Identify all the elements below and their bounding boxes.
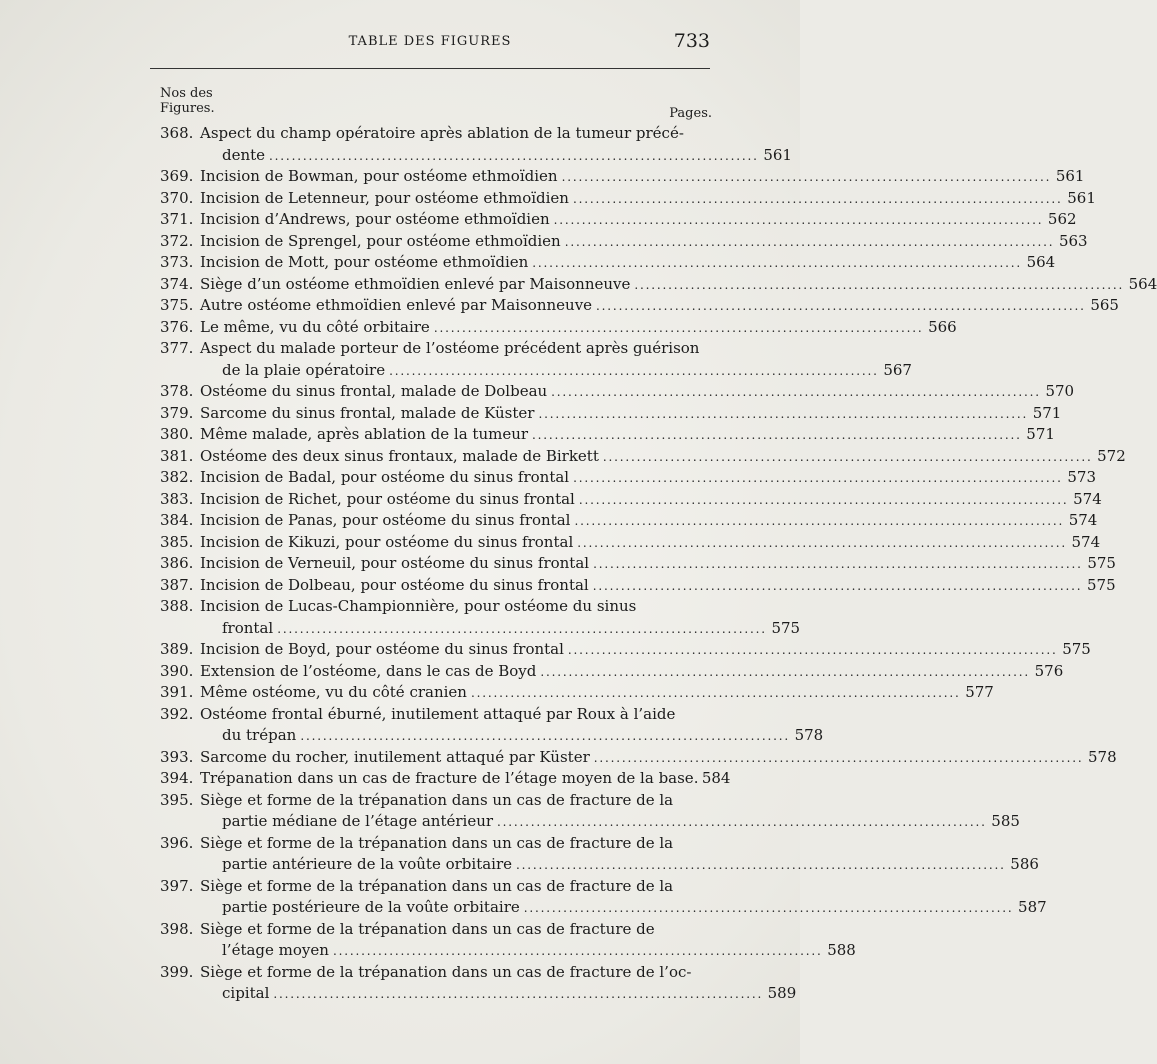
page-reference: 574 [1071,532,1101,551]
page-reference: 572 [1097,446,1126,465]
figure-number: 370. [160,188,194,207]
page-reference: 574 [1068,511,1098,529]
figure-caption-line: Siège et forme de la trépanation dans un cas de fracture de [200,919,655,938]
dot-leader [593,575,1080,598]
page-reference: 578 [1088,747,1117,766]
figure-number: 393. [160,747,194,766]
figure-entry [160,467,1096,489]
page-reference: 564 [1026,253,1056,271]
page-reference: 586 [1010,855,1039,873]
dot-leader [568,639,1055,662]
dot-leader [434,317,921,340]
figure-entry [160,489,1102,511]
figure-entry [160,252,1056,274]
figure-caption: Incision de Letenneur, pour ostéome ethmoïdien [200,188,569,207]
figure-entry [160,510,1098,532]
figure-number: 397. [160,876,194,895]
dot-leader [574,510,1061,533]
dot-leader [562,166,1049,189]
figure-number: 379. [160,403,194,422]
page-reference: 565 [1090,296,1119,314]
page-number: 733 [673,30,710,52]
figure-entry [160,166,1085,188]
figure-caption-continuation: du trépan [222,726,297,744]
figure-entry [160,338,912,381]
figure-caption: Ostéome du sinus frontal, malade de Dolbeau [200,382,548,400]
figure-number: 380. [160,425,194,443]
figure-entry [160,704,824,747]
dot-leader [497,811,984,834]
figure-caption: Autre ostéome ethmoïdien enlevé par Maisonneuve [200,296,593,314]
column-head-line1: Nos des [160,86,213,101]
dot-leader [516,854,1003,877]
dot-leader [579,489,1066,512]
figure-number: 383. [160,489,194,508]
figure-caption: Incision de Bowman, pour ostéome ethmoïdien [200,167,558,185]
page-reference: 575 [1087,554,1116,572]
figure-caption: Le même, vu du côté orbitaire [200,317,430,336]
figure-caption: Incision de Verneuil, pour ostéome du sinus frontal [200,554,590,572]
figure-caption: Siège d’un ostéome ethmoïdien enlevé par Maisonneuve [200,274,631,293]
dot-leader [603,446,1090,469]
header-rule [150,68,710,69]
figure-entry [160,231,1088,253]
figure-number: 381. [160,446,194,465]
page-reference: 577 [965,683,994,701]
page-reference: 589 [767,984,797,1002]
dot-leader [389,360,876,383]
figure-list [160,123,1157,1005]
dot-leader [333,940,820,963]
figure-number: 372. [160,231,194,250]
page-reference: 574 [1073,489,1102,508]
page-reference: 571 [1026,425,1055,443]
figure-number: 377. [160,339,194,357]
figure-number: 378. [160,382,194,400]
figure-caption: Incision d’Andrews, pour ostéome ethmoïdien [200,210,550,228]
page-reference: 571 [1032,403,1062,422]
figure-number: 375. [160,296,194,314]
column-head-pages: Pages. [669,106,712,121]
figure-number: 373. [160,253,194,271]
figure-entry [160,747,1117,769]
figure-caption-line: Siège et forme de la trépanation dans un cas de fracture de l’oc- [200,962,692,981]
figure-caption: Ostéome des deux sinus frontaux, malade de Birkett [200,446,599,465]
figure-number: 369. [160,167,194,185]
figure-number: 391. [160,683,194,701]
dot-leader [524,897,1011,920]
figure-number: 371. [160,210,194,228]
figure-number: 394. [160,769,194,787]
figure-entry [160,403,1062,425]
figure-caption-continuation: cipital [222,984,270,1002]
figure-caption-line: Incision de Lucas-Championnière, pour ostéome du sinus [200,597,637,615]
figure-caption: Incision de Mott, pour ostéome ethmoïdien [200,253,529,271]
page-reference: 567 [883,360,912,379]
figure-entry [160,682,994,704]
figure-number: 386. [160,554,194,572]
page-reference: 561 [1067,188,1096,207]
dot-leader [532,252,1019,275]
figure-number: 398. [160,919,194,938]
figure-caption-line: Siège et forme de la trépanation dans un cas de fracture de la [200,790,674,809]
figure-caption: Incision de Boyd, pour ostéome du sinus frontal [200,640,564,658]
figure-entry [160,123,792,166]
page-reference: 561 [763,145,792,164]
dot-leader [269,145,756,168]
dot-leader [551,381,1038,404]
dot-leader [554,209,1041,232]
dot-leader [471,682,958,705]
figure-entry [160,768,731,790]
dot-leader [540,661,1027,684]
dot-leader [273,983,760,1006]
figure-number: 399. [160,962,194,981]
figure-caption: Incision de Dolbeau, pour ostéome du sinus frontal [200,575,589,594]
figure-entry [160,790,1020,833]
figure-caption-continuation: partie médiane de l’étage antérieur [222,812,494,830]
figure-entry [160,381,1075,403]
figure-caption: Incision de Richet, pour ostéome du sinus frontal [200,489,575,508]
dot-leader [577,532,1064,555]
figure-number: 392. [160,704,194,723]
figure-caption-line: Aspect du malade porteur de l’ostéome précédent après guérison [200,339,700,357]
figure-caption-continuation: de la plaie opératoire [222,360,386,379]
column-head-line2: Figures. [160,101,215,116]
figure-entry [160,596,801,639]
dot-leader [300,725,787,748]
figure-caption: Incision de Sprengel, pour ostéome ethmoïdien [200,231,561,250]
figure-entry [160,317,957,339]
figure-entry [160,446,1126,468]
figure-entry [160,553,1116,575]
figure-entry [160,575,1116,597]
figure-caption-continuation: partie postérieure de la voûte orbitaire [222,898,520,916]
page-reference: 570 [1045,382,1075,400]
dot-leader [594,747,1081,770]
figure-number: 396. [160,833,194,852]
figure-entry [160,661,1064,683]
page-reference: 575 [1062,640,1091,658]
figure-number: 376. [160,317,194,336]
page-reference: 563 [1058,231,1088,250]
figure-number: 385. [160,532,194,551]
figure-entry [160,919,856,962]
figure-number: 384. [160,511,194,529]
page-reference: 573 [1067,468,1096,486]
figure-caption: Même ostéome, vu du côté cranien [200,683,467,701]
figure-caption-continuation: dente [222,145,266,164]
figure-caption-continuation: partie antérieure de la voûte orbitaire [222,855,513,873]
figure-caption: Trépanation dans un cas de fracture de l’étage moyen de la base. [200,769,699,787]
page-reference: 562 [1047,210,1077,228]
running-title: TABLE DES FIGURES [348,34,512,49]
figure-number: 395. [160,790,194,809]
figure-caption: Incision de Panas, pour ostéome du sinus frontal [200,511,571,529]
column-head-figures [160,86,215,116]
figure-entry [160,833,1039,876]
figure-number: 387. [160,575,194,594]
dot-leader [573,467,1060,490]
dot-leader [593,553,1080,576]
figure-caption: Sarcome du sinus frontal, malade de Küster [200,403,535,422]
figure-caption-continuation: frontal [222,618,274,637]
page-reference: 561 [1055,167,1085,185]
figure-entry [160,209,1077,231]
figure-caption-line: Ostéome frontal éburné, inutilement attaqué par Roux à l’aide [200,704,676,723]
figure-number: 382. [160,468,194,486]
figure-caption-line: Siège et forme de la trépanation dans un cas de fracture de la [200,833,674,852]
dot-leader [596,295,1083,318]
page-reference: 587 [1018,898,1047,916]
figure-entry [160,876,1047,919]
figure-caption: Incision de Kikuzi, pour ostéome du sinus frontal [200,532,574,551]
figure-entry [160,295,1119,317]
figure-number: 389. [160,640,194,658]
page-reference: 588 [827,941,856,959]
dot-leader [634,274,1121,297]
page-reference: 585 [991,812,1020,830]
figure-caption-line: Siège et forme de la trépanation dans un cas de fracture de la [200,876,674,895]
dot-leader [565,231,1052,254]
figure-caption: Extension de l’ostéome, dans le cas de Boyd [200,661,537,680]
figure-caption-continuation: l’étage moyen [222,941,329,959]
dot-leader [573,188,1060,211]
figure-caption: Même malade, après ablation de la tumeur [200,425,529,443]
figure-caption-line: Aspect du champ opératoire après ablation de la tumeur précé- [200,124,684,142]
page-reference: 578 [794,726,824,744]
page-reference: 575 [1086,575,1116,594]
page-reference: 575 [771,618,801,637]
figure-entry [160,274,1157,296]
figure-number: 390. [160,661,194,680]
page-header [150,32,710,56]
page-reference: 566 [928,317,957,336]
dot-leader [532,424,1019,447]
page-reference: 564 [1128,274,1157,293]
figure-entry [160,962,797,1005]
figure-entry [160,424,1055,446]
figure-entry [160,639,1091,661]
dot-leader [538,403,1025,426]
figure-entry [160,532,1101,554]
dot-leader [277,618,764,641]
figure-number: 388. [160,597,194,615]
figure-number: 374. [160,274,194,293]
figure-number: 368. [160,124,194,142]
figure-caption: Incision de Badal, pour ostéome du sinus frontal [200,468,570,486]
figure-entry [160,188,1096,210]
figure-caption: Sarcome du rocher, inutilement attaqué par Küster [200,747,590,766]
page-reference: 584 [701,769,731,787]
page-reference: 576 [1034,661,1064,680]
